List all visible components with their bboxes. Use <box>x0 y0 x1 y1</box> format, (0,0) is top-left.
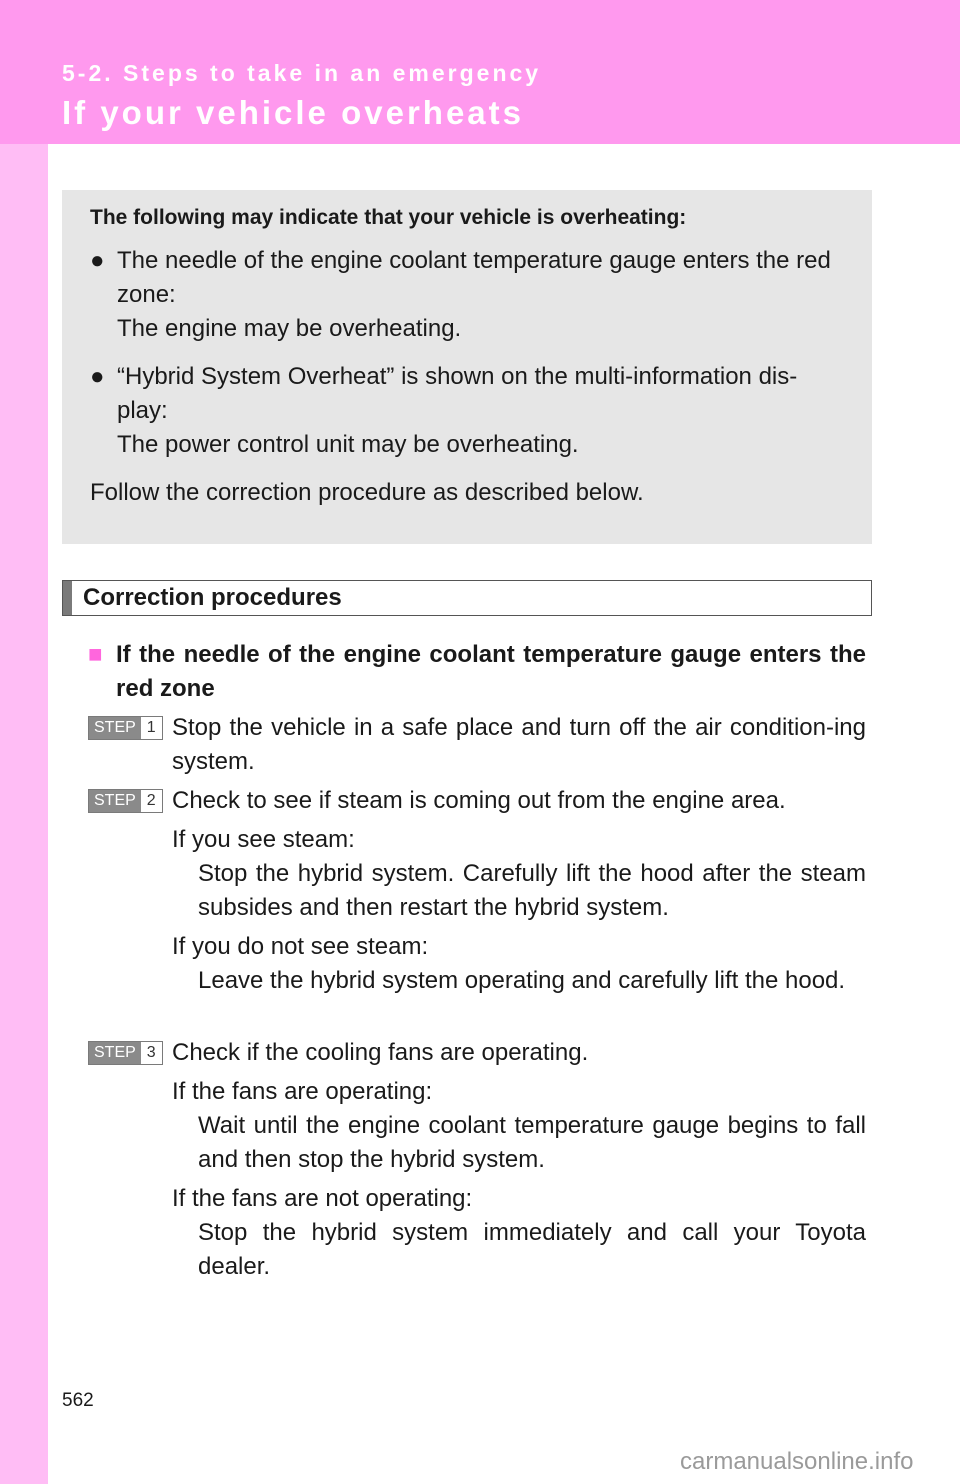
subheading <box>88 638 866 706</box>
condition-label: If you see steam: <box>172 826 355 853</box>
step-badge-number: 1 <box>141 717 162 739</box>
section-number: 5-2. Steps to take in an emergency <box>62 60 542 86</box>
step-badge <box>88 716 163 740</box>
step-badge <box>88 1041 163 1065</box>
bullet-main: The needle of the engine coolant temperature gauge enters the red zone: <box>117 247 831 308</box>
step-badge-word: STEP <box>89 790 141 812</box>
step-2 <box>88 784 866 998</box>
section-bar-accent <box>63 581 72 615</box>
page-header <box>0 0 960 144</box>
condition-body: Stop the hybrid system. Carefully lift the hood after the steam subsides and then restart the hybrid system. <box>198 860 866 921</box>
condition-label: If the fans are operating: <box>172 1078 433 1105</box>
step-3 <box>88 1036 866 1284</box>
bullet-main: “Hybrid System Overheat” is shown on the multi-information dis-play: <box>117 363 798 424</box>
condition-body: Leave the hybrid system operating and carefully lift the hood. <box>198 967 846 994</box>
section-bar-label: Correction procedures <box>83 584 342 611</box>
step-1 <box>88 711 866 779</box>
follow-text: Follow the correction procedure as described below. <box>90 479 644 506</box>
bullet-sub: The power control unit may be overheating. <box>117 431 579 458</box>
step-badge <box>88 789 163 813</box>
step-text: Check if the cooling fans are operating. <box>172 1039 589 1066</box>
step-badge-word: STEP <box>89 717 141 739</box>
square-bullet-icon: ■ <box>88 641 103 668</box>
subheading-text: If the needle of the engine coolant temperature gauge enters the red zone <box>116 641 866 702</box>
info-bullet <box>90 244 844 346</box>
condition-body: Wait until the engine coolant temperature gauge begins to fall and then stop the hybrid system. <box>198 1112 866 1173</box>
condition-label: If the fans are not operating: <box>172 1185 473 1212</box>
condition-body: Stop the hybrid system immediately and call your Toyota dealer. <box>198 1219 866 1280</box>
info-box <box>62 190 872 544</box>
bullet-icon: ● <box>90 363 105 390</box>
step-text: Check to see if steam is coming out from the engine area. <box>172 787 786 814</box>
page-title: If your vehicle overheats <box>62 94 524 131</box>
bullet-sub: The engine may be overheating. <box>117 315 462 342</box>
condition-label: If you do not see steam: <box>172 933 429 960</box>
watermark: carmanualsonline.info <box>680 1448 914 1475</box>
bullet-icon: ● <box>90 247 105 274</box>
info-heading: The following may indicate that your vehicle is overheating: <box>90 206 687 229</box>
step-badge-word: STEP <box>89 1042 141 1064</box>
page-number: 562 <box>62 1390 94 1411</box>
step-text: Stop the vehicle in a safe place and turn off the air condition-ing system. <box>172 714 866 775</box>
section-bar <box>62 580 872 616</box>
step-badge-number: 3 <box>141 1042 162 1064</box>
side-strip <box>0 144 48 1484</box>
info-bullet <box>90 360 844 462</box>
step-badge-number: 2 <box>141 790 162 812</box>
